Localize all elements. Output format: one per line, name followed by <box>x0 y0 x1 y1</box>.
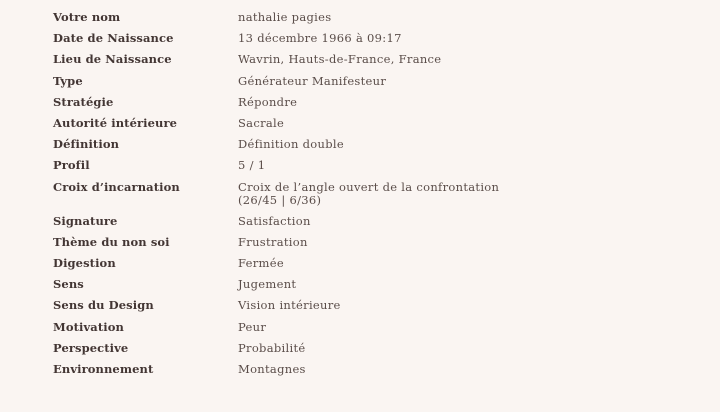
value-digestion: Fermée <box>238 256 284 271</box>
row-lieu-de-naissance <box>53 49 673 70</box>
value-theme-non-soi: Frustration <box>238 234 308 249</box>
row-sens <box>53 274 673 295</box>
value-date-de-naissance: 13 décembre 1966 à 09:17 <box>238 31 402 46</box>
row-date-de-naissance <box>53 28 673 49</box>
value-signature: Satisfaction <box>238 213 311 228</box>
row-strategie <box>53 92 673 113</box>
row-croix-incarnation <box>53 177 673 211</box>
label-croix-incarnation: Croix d’incarnation <box>53 179 180 194</box>
value-motivation: Peur <box>238 319 267 334</box>
value-type: Générateur Manifesteur <box>238 73 387 88</box>
row-type <box>53 71 673 92</box>
label-signature: Signature <box>53 213 118 228</box>
row-digestion <box>53 253 673 274</box>
value-perspective: Probabilité <box>238 340 306 355</box>
row-perspective <box>53 338 673 359</box>
value-votre-nom: nathalie pagies <box>238 10 332 24</box>
row-theme-non-soi <box>53 232 673 253</box>
label-sens: Sens <box>53 277 84 292</box>
label-environnement: Environnement <box>53 362 154 377</box>
label-type: Type <box>53 73 83 88</box>
value-croix-incarnation-line1: Croix de l’angle ouvert de la confrontation <box>238 179 500 194</box>
value-sens-du-design: Vision intérieure <box>238 298 341 313</box>
label-digestion: Digestion <box>53 256 116 271</box>
row-motivation <box>53 317 673 338</box>
profile-table <box>53 7 673 380</box>
label-date-de-naissance: Date de Naissance <box>53 31 174 46</box>
value-environnement: Montagnes <box>238 362 306 377</box>
value-strategie: Répondre <box>238 94 298 109</box>
row-environnement <box>53 359 673 380</box>
value-croix-incarnation-gates: (26/45 | 6/36) <box>238 192 322 207</box>
row-votre-nom <box>53 7 673 28</box>
label-lieu-de-naissance: Lieu de Naissance <box>53 52 172 67</box>
value-croix-incarnation <box>238 177 673 206</box>
row-autorite-interieure <box>53 113 673 134</box>
label-autorite-interieure: Autorité intérieure <box>53 116 178 131</box>
row-profil <box>53 155 673 176</box>
label-motivation: Motivation <box>53 319 124 334</box>
value-sens: Jugement <box>238 277 297 292</box>
value-lieu-de-naissance: Wavrin, Hauts-de-France, France <box>238 52 442 67</box>
row-definition <box>53 134 673 155</box>
row-sens-du-design <box>53 295 673 316</box>
row-signature <box>53 211 673 232</box>
label-strategie: Stratégie <box>53 94 114 109</box>
value-definition: Définition double <box>238 137 344 152</box>
label-votre-nom: Votre nom <box>53 10 121 24</box>
value-profil: 5 / 1 <box>238 158 266 173</box>
label-theme-non-soi: Thème du non soi <box>53 234 170 249</box>
value-autorite-interieure: Sacrale <box>238 116 285 131</box>
label-definition: Définition <box>53 137 120 152</box>
label-profil: Profil <box>53 158 90 173</box>
label-perspective: Perspective <box>53 340 129 355</box>
label-sens-du-design: Sens du Design <box>53 298 154 313</box>
